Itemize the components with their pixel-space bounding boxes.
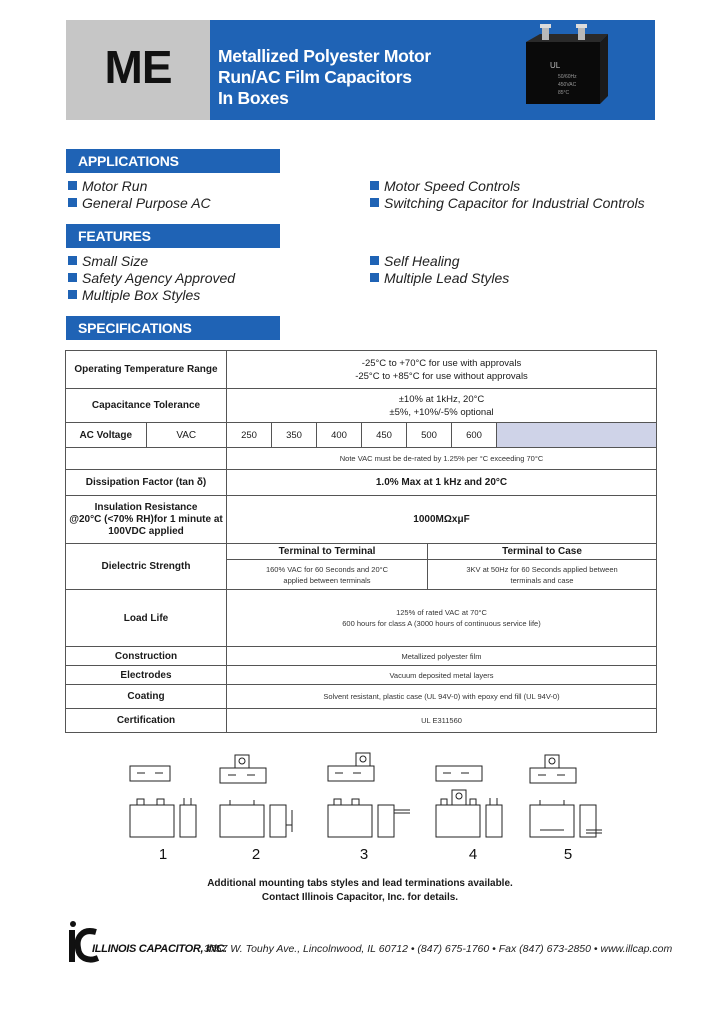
table-row (66, 647, 657, 666)
spec-label: Load Life (66, 590, 227, 647)
spec-label: Electrodes (66, 666, 227, 685)
box-style-2-drawing (220, 755, 292, 837)
table-row (66, 666, 657, 685)
voltage-cell: 500 (407, 423, 452, 447)
series-code: ME (104, 41, 172, 93)
applications-heading: APPLICATIONS (66, 149, 280, 173)
page-title (218, 46, 431, 109)
voltage-cell: 400 (317, 423, 362, 447)
spec-label: Construction (66, 647, 227, 666)
company-address: 3757 W. Touhy Ave., Lincolnwood, IL 60712 • (847) 675-1760 • Fax (847) 673-2850 • www.illcap.com (204, 943, 673, 955)
photo-label-line: 450VAC (558, 82, 577, 88)
list-item: Motor Run (68, 178, 211, 195)
voltage-cell: 350 (272, 423, 317, 447)
title-line: Run/AC Film Capacitors (218, 67, 412, 87)
photo-label-line: UL (550, 61, 561, 70)
photo-label-line: 50/60Hz (558, 74, 577, 80)
features-list-right (370, 253, 509, 287)
box-style-label: 5 (563, 846, 573, 863)
spec-label-empty (66, 448, 227, 470)
spec-label: Insulation Resistance @20°C (<70% RH)for 1 minute at 100VDC applied (66, 496, 227, 544)
applications-list-right (370, 178, 645, 212)
box-style-1-drawing (130, 766, 196, 837)
specifications-heading: SPECIFICATIONS (66, 316, 280, 340)
voltage-values (227, 423, 657, 448)
capacitor-photo (520, 22, 610, 112)
spec-label: Dielectric Strength (66, 544, 227, 590)
spec-label: Coating (66, 685, 227, 709)
spec-value: UL E311560 (227, 709, 657, 733)
features-list-left (68, 253, 235, 304)
voltage-note: Note VAC must be de-rated by 1.25% per °C exceeding 70°C (227, 448, 657, 470)
mounting-note: Additional mounting tabs styles and lead terminations available. Contact Illinois Capacitor, Inc. for details. (207, 878, 513, 903)
specifications-table (65, 350, 657, 733)
spec-label: Dissipation Factor (tan δ) (66, 470, 227, 496)
list-item: Switching Capacitor for Industrial Controls (370, 195, 645, 212)
list-item: Multiple Lead Styles (370, 270, 509, 287)
voltage-cell: 600 (452, 423, 497, 447)
spec-label: Capacitance Tolerance (66, 389, 227, 423)
table-row (66, 389, 657, 423)
list-item: Self Healing (370, 253, 509, 270)
company-logo-text: ILLINOIS CAPACITOR, INC. (92, 943, 227, 955)
spec-value: 1.0% Max at 1 kHz and 20°C (227, 470, 657, 496)
box-style-label: 1 (158, 846, 168, 863)
table-row (66, 351, 657, 389)
table-row (66, 590, 657, 647)
terminal-to-case-heading: Terminal to Case (428, 544, 657, 560)
voltage-cell: 250 (227, 423, 272, 447)
table-row (66, 544, 657, 560)
table-row (66, 423, 657, 448)
company-logo-mark (66, 920, 100, 962)
spec-label: Certification (66, 709, 227, 733)
box-style-label: 2 (251, 846, 261, 863)
title-line: Metallized Polyester Motor (218, 46, 431, 66)
spec-value: -25°C to +70°C for use with approvals -25°C to +85°C for use without approvals (227, 351, 657, 389)
list-item: Motor Speed Controls (370, 178, 645, 195)
box-style-drawings (120, 750, 610, 845)
features-heading: FEATURES (66, 224, 280, 248)
title-line: In Boxes (218, 88, 289, 108)
box-style-label: 4 (468, 846, 478, 863)
terminal-to-terminal-heading: Terminal to Terminal (227, 544, 428, 560)
applications-list-left (68, 178, 211, 212)
spec-label: AC Voltage VAC (66, 423, 227, 448)
box-style-5-drawing (530, 755, 602, 837)
spec-value: ±10% at 1kHz, 20°C ±5%, +10%/-5% optional (227, 389, 657, 423)
table-row (66, 470, 657, 496)
spec-value: Vacuum deposited metal layers (227, 666, 657, 685)
terminal-to-case-value: 3KV at 50Hz for 60 Seconds applied between terminals and case (428, 560, 657, 590)
table-row (66, 709, 657, 733)
table-row (66, 496, 657, 544)
terminal-to-terminal-value: 160% VAC for 60 Seconds and 20°C applied between terminals (227, 560, 428, 590)
spec-value: Solvent resistant, plastic case (UL 94V-0) with epoxy end fill (UL 94V-0) (227, 685, 657, 709)
spec-value: Metallized polyester film (227, 647, 657, 666)
photo-label-line: 85°C (558, 90, 570, 96)
box-style-label: 3 (359, 846, 369, 863)
voltage-cell-empty (497, 423, 657, 447)
list-item: Multiple Box Styles (68, 287, 235, 304)
list-item: Safety Agency Approved (68, 270, 235, 287)
list-item: General Purpose AC (68, 195, 211, 212)
table-row (66, 685, 657, 709)
table-row (66, 448, 657, 470)
spec-value: 125% of rated VAC at 70°C 600 hours for class A (3000 hours of continuous service life) (227, 590, 657, 647)
list-item: Small Size (68, 253, 235, 270)
voltage-cell: 450 (362, 423, 407, 447)
spec-value: 1000MΩxμF (227, 496, 657, 544)
spec-label: Operating Temperature Range (66, 351, 227, 389)
box-style-4-drawing (436, 766, 502, 837)
box-style-3-drawing (328, 753, 410, 837)
